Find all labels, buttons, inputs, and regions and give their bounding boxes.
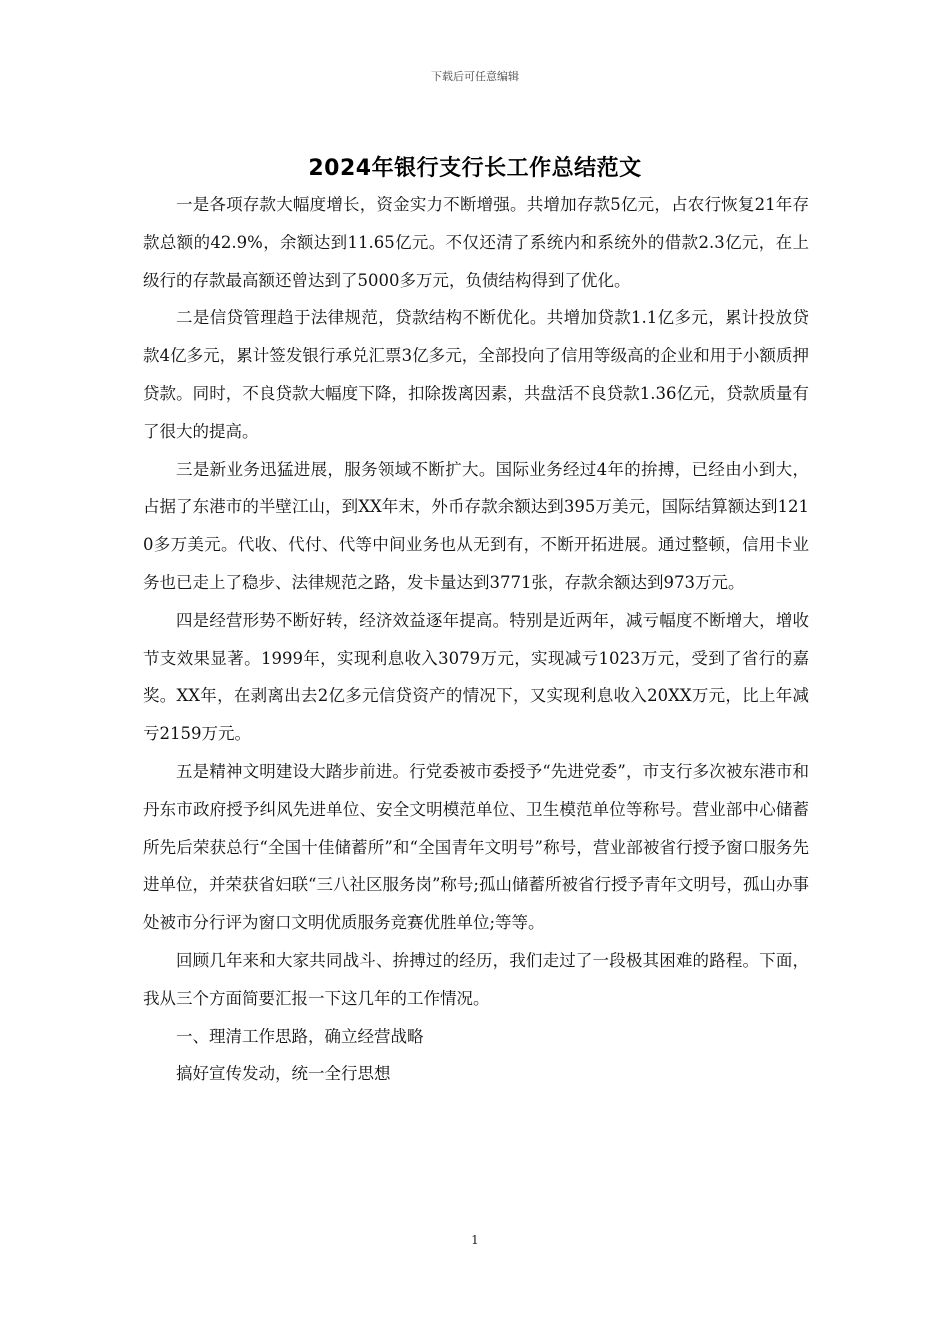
paragraph-new-business: 三是新业务迅猛进展，服务领域不断扩大。国际业务经过4年的拚搏，已经由小到大，占据了东港市的半壁江山，到XX年末，外币存款余额达到395万美元，国际结算额达到1210多万美元。代收、代付、代等中间业务也从无到有，不断开拓进展。通过整顿，信用卡业务也已走上了稳步、法律规范之路，发卡量达到3771张，存款余额达到973万元。 [143,459,809,592]
paragraph-operations: 四是经营形势不断好转，经济效益逐年提高。特别是近两年，减亏幅度不断增大，增收节支效果显著。1999年，实现利息收入3079万元，实现减亏1023万元，受到了省行的嘉奖。XX年，在剥离出去2亿多元信贷资产的情况下，又实现利息收入20XX万元，比上年减亏2159万元。 [143,610,809,744]
document-body [143,186,809,1093]
page-header-note: 下载后可任意编辑 [431,70,519,83]
subsection-heading: 搞好宣传发动，统一全行思想 [176,1064,391,1084]
paragraph-deposits: 一是各项存款大幅度增长，资金实力不断增强。共增加存款5亿元，占农行恢复21年存款总额的42.9%，余额达到11.65亿元。不仅还清了系统内和系统外的借款2.3亿元，在上级行的存款最高额还曾达到了5000多万元，负债结构得到了优化。 [143,195,809,290]
page-number: 1 [471,1233,479,1247]
paragraph-credit-management: 二是信贷管理趋于法律规范，贷款结构不断优化。共增加贷款1.1亿多元，累计投放贷款4亿多元，累计签发银行承兑汇票3亿多元，全部投向了信用等级高的企业和用于小额质押贷款。同时，不良贷款大幅度下降，扣除拨离因素，共盘活不良贷款1.36亿元，贷款质量有了很大的提高。 [143,308,809,441]
document-title: 2024年银行支行长工作总结范文 [308,156,642,181]
paragraph-civilization-building: 五是精神文明建设大踏步前进。行党委被市委授予“先进党委”，市支行多次被东港市和丹东市政府授予纠风先进单位、安全文明模范单位、卫生模范单位等称号。营业部中心储蓄所先后荣获总行“全国十佳储蓄所”和“全国青年文明号”称号，营业部被省行授予窗口服务先进单位，并荣获省妇联“三八社区服务岗”称号;孤山储蓄所被省行授予青年文明号，孤山办事处被市分行评为窗口文明优质服务竞赛优胜单位;等等。 [143,761,809,933]
paragraph-review: 回顾几年来和大家共同战斗、拚搏过的经历，我们走过了一段极其困难的路程。下面，我从三个方面简要汇报一下这几年的工作情况。 [143,950,809,1008]
section-heading: 一、理清工作思路，确立经营战略 [176,1026,424,1046]
